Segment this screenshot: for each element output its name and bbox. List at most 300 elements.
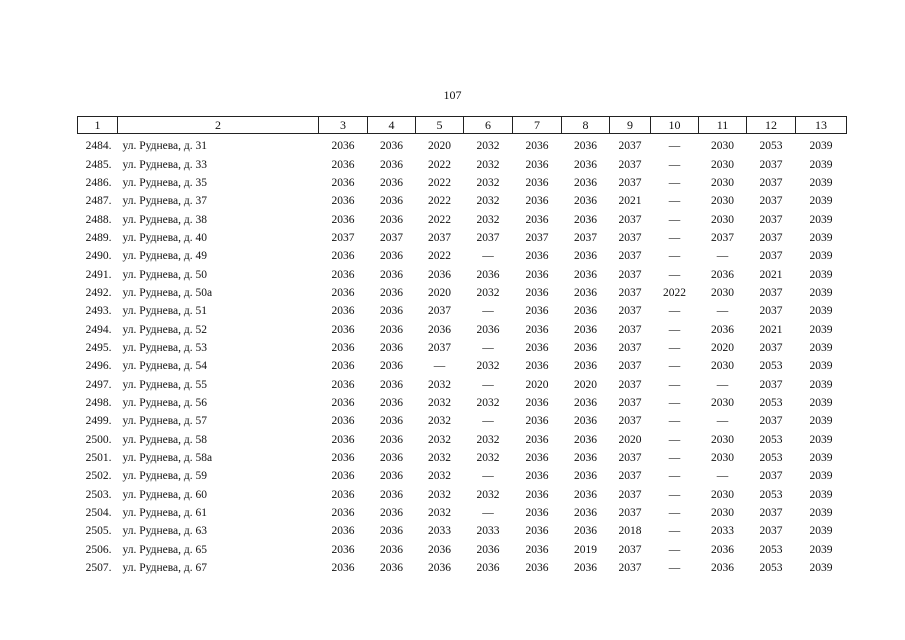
column-header: 12 xyxy=(747,117,796,134)
year-cell: 2032 xyxy=(428,433,451,446)
year-cell: 2037 xyxy=(759,213,783,226)
year-cell: 2037 xyxy=(759,195,783,208)
address-cell: ул. Руднева, д. 54 xyxy=(122,360,207,373)
row-number: 2504. xyxy=(85,507,112,520)
year-cell: — xyxy=(716,250,729,263)
address-cell: ул. Руднева, д. 63 xyxy=(122,525,207,538)
schedule-table xyxy=(77,116,847,577)
year-cell: — xyxy=(482,507,494,520)
year-cell: — xyxy=(668,323,681,336)
column-header: 6 xyxy=(464,117,513,134)
year-cell: 2036 xyxy=(380,140,403,153)
year-cell: 2036 xyxy=(574,360,597,373)
year-cell: — xyxy=(482,415,494,428)
address-cell: ул. Руднева, д. 33 xyxy=(122,158,207,171)
year-cell: 2036 xyxy=(574,396,597,409)
row-number: 2499. xyxy=(85,415,112,428)
year-cell: — xyxy=(668,213,681,226)
year-cell: 2032 xyxy=(428,507,451,520)
year-cell: 2036 xyxy=(331,433,355,446)
year-cell: — xyxy=(668,176,681,189)
year-cell: 2033 xyxy=(428,525,451,538)
year-cell: 2036 xyxy=(380,305,403,318)
year-cell: 2037 xyxy=(711,231,734,244)
year-cell: 2032 xyxy=(476,195,500,208)
year-cell: — xyxy=(668,543,681,556)
year-cell: 2036 xyxy=(574,158,597,171)
year-cell: 2036 xyxy=(380,341,403,354)
year-cell: 2036 xyxy=(331,378,355,391)
year-cell: 2037 xyxy=(759,470,783,483)
table-row xyxy=(78,302,847,320)
year-cell: 2039 xyxy=(809,507,833,520)
year-cell: 2036 xyxy=(525,525,549,538)
year-cell: — xyxy=(668,378,681,391)
year-cell: 2037 xyxy=(759,176,783,189)
row-number: 2505. xyxy=(85,525,112,538)
row-number: 2490. xyxy=(85,250,112,263)
year-cell: 2053 xyxy=(759,543,783,556)
year-cell: 2032 xyxy=(476,360,500,373)
year-cell: 2022 xyxy=(428,176,451,189)
year-cell: — xyxy=(716,378,729,391)
year-cell: — xyxy=(433,360,446,373)
year-cell: 2039 xyxy=(809,452,833,465)
table-row xyxy=(78,174,847,192)
year-cell: 2037 xyxy=(759,415,783,428)
year-cell: — xyxy=(482,378,494,391)
year-cell: 2036 xyxy=(331,396,355,409)
table-row xyxy=(78,394,847,412)
header-row xyxy=(78,117,847,134)
year-cell: 2039 xyxy=(809,250,833,263)
address-cell: ул. Руднева, д. 53 xyxy=(122,341,207,354)
year-cell: 2037 xyxy=(618,213,642,226)
row-number: 2488. xyxy=(85,213,112,226)
column-header: 7 xyxy=(513,117,562,134)
year-cell: 2036 xyxy=(331,415,355,428)
year-cell: 2036 xyxy=(574,213,597,226)
year-cell: 2039 xyxy=(809,195,833,208)
year-cell: — xyxy=(668,305,681,318)
year-cell: 2036 xyxy=(380,268,403,281)
row-number: 2492. xyxy=(85,286,112,299)
address-cell: ул. Руднева, д. 50а xyxy=(122,286,213,299)
year-cell: 2037 xyxy=(618,470,642,483)
year-cell: 2032 xyxy=(428,452,451,465)
year-cell: — xyxy=(668,195,681,208)
year-cell: 2036 xyxy=(380,323,403,336)
year-cell: 2022 xyxy=(428,195,451,208)
year-cell: 2036 xyxy=(525,360,549,373)
year-cell: 2053 xyxy=(759,396,783,409)
year-cell: 2036 xyxy=(525,341,549,354)
year-cell: 2037 xyxy=(618,396,642,409)
year-cell: 2022 xyxy=(428,158,451,171)
year-cell: 2037 xyxy=(618,543,642,556)
year-cell: 2032 xyxy=(476,213,500,226)
year-cell: 2036 xyxy=(331,268,355,281)
address-cell: ул. Руднева, д. 56 xyxy=(122,396,207,409)
year-cell: 2053 xyxy=(759,140,783,153)
year-cell: 2037 xyxy=(759,507,783,520)
year-cell: 2036 xyxy=(574,176,597,189)
year-cell: 2037 xyxy=(476,231,500,244)
column-header: 3 xyxy=(319,117,368,134)
year-cell: 2036 xyxy=(380,452,403,465)
year-cell: 2036 xyxy=(574,525,597,538)
year-cell: 2030 xyxy=(711,195,734,208)
year-cell: — xyxy=(716,415,729,428)
year-cell: 2032 xyxy=(476,286,500,299)
table-row xyxy=(78,412,847,430)
row-number: 2496. xyxy=(85,360,112,373)
table-row xyxy=(78,320,847,338)
year-cell: 2036 xyxy=(711,562,734,575)
year-cell: 2036 xyxy=(574,250,597,263)
address-cell: ул. Руднева, д. 58а xyxy=(122,452,213,465)
row-number: 2487. xyxy=(85,195,112,208)
year-cell: 2036 xyxy=(574,323,597,336)
year-cell: 2020 xyxy=(618,433,642,446)
year-cell: — xyxy=(716,470,729,483)
year-cell: 2037 xyxy=(428,341,451,354)
year-cell: 2036 xyxy=(331,341,355,354)
table-row xyxy=(78,192,847,210)
row-number: 2497. xyxy=(85,378,112,391)
year-cell: 2036 xyxy=(711,323,734,336)
year-cell: 2022 xyxy=(428,250,451,263)
year-cell: 2036 xyxy=(574,415,597,428)
year-cell: 2053 xyxy=(759,433,783,446)
year-cell: 2036 xyxy=(525,305,549,318)
year-cell: 2036 xyxy=(525,543,549,556)
year-cell: — xyxy=(668,415,681,428)
year-cell: 2036 xyxy=(525,470,549,483)
year-cell: 2036 xyxy=(476,562,500,575)
year-cell: 2036 xyxy=(380,213,403,226)
year-cell: 2021 xyxy=(759,268,783,281)
year-cell: 2036 xyxy=(574,488,597,501)
year-cell: 2037 xyxy=(618,562,642,575)
year-cell: 2053 xyxy=(759,452,783,465)
column-header: 13 xyxy=(796,117,847,134)
year-cell: 2037 xyxy=(618,360,642,373)
year-cell: 2037 xyxy=(574,231,597,244)
table-row xyxy=(78,541,847,559)
column-header: 5 xyxy=(416,117,464,134)
year-cell: — xyxy=(668,158,681,171)
year-cell: 2039 xyxy=(809,543,833,556)
year-cell: 2032 xyxy=(476,452,500,465)
row-number: 2485. xyxy=(85,158,112,171)
address-cell: ул. Руднева, д. 65 xyxy=(122,543,207,556)
year-cell: 2037 xyxy=(618,305,642,318)
table-row xyxy=(78,431,847,449)
year-cell: 2036 xyxy=(380,525,403,538)
year-cell: 2036 xyxy=(380,286,403,299)
year-cell: 2032 xyxy=(428,396,451,409)
year-cell: 2036 xyxy=(525,268,549,281)
year-cell: — xyxy=(668,140,681,153)
table-row xyxy=(78,522,847,540)
year-cell: 2036 xyxy=(331,195,355,208)
year-cell: 2032 xyxy=(476,433,500,446)
address-cell: ул. Руднева, д. 59 xyxy=(122,470,207,483)
year-cell: 2032 xyxy=(428,488,451,501)
year-cell: 2036 xyxy=(380,360,403,373)
year-cell: 2036 xyxy=(574,305,597,318)
year-cell: 2036 xyxy=(525,562,549,575)
year-cell: 2036 xyxy=(574,286,597,299)
year-cell: 2037 xyxy=(380,231,403,244)
year-cell: 2030 xyxy=(711,286,734,299)
year-cell: 2037 xyxy=(525,231,549,244)
year-cell: — xyxy=(482,305,494,318)
year-cell: — xyxy=(716,305,729,318)
year-cell: 2020 xyxy=(711,341,734,354)
year-cell: 2036 xyxy=(380,507,403,520)
column-header: 4 xyxy=(368,117,416,134)
year-cell: 2039 xyxy=(809,341,833,354)
row-number: 2507. xyxy=(85,562,112,575)
year-cell: 2036 xyxy=(331,507,355,520)
year-cell: 2036 xyxy=(380,543,403,556)
address-cell: ул. Руднева, д. 61 xyxy=(122,507,207,520)
year-cell: 2037 xyxy=(759,286,783,299)
year-cell: 2032 xyxy=(476,158,500,171)
year-cell: 2036 xyxy=(574,433,597,446)
year-cell: 2032 xyxy=(476,176,500,189)
row-number: 2500. xyxy=(85,433,112,446)
row-number: 2494. xyxy=(85,323,112,336)
year-cell: 2020 xyxy=(428,286,451,299)
year-cell: 2039 xyxy=(809,488,833,501)
year-cell: — xyxy=(668,507,681,520)
year-cell: 2032 xyxy=(428,415,451,428)
year-cell: 2037 xyxy=(759,231,783,244)
year-cell: 2036 xyxy=(476,268,500,281)
row-number: 2495. xyxy=(85,341,112,354)
table-row xyxy=(78,210,847,228)
year-cell: 2030 xyxy=(711,158,734,171)
year-cell: 2037 xyxy=(618,158,642,171)
year-cell: 2030 xyxy=(711,360,734,373)
year-cell: 2019 xyxy=(574,543,597,556)
table-row xyxy=(78,229,847,247)
year-cell: 2036 xyxy=(428,268,451,281)
year-cell: 2037 xyxy=(428,305,451,318)
year-cell: 2037 xyxy=(428,231,451,244)
year-cell: 2030 xyxy=(711,140,734,153)
year-cell: 2036 xyxy=(380,488,403,501)
year-cell: 2037 xyxy=(759,378,783,391)
year-cell: 2036 xyxy=(525,415,549,428)
year-cell: 2036 xyxy=(331,488,355,501)
table-row xyxy=(78,284,847,302)
year-cell: 2036 xyxy=(525,158,549,171)
address-cell: ул. Руднева, д. 50 xyxy=(122,268,207,281)
row-number: 2503. xyxy=(85,488,112,501)
year-cell: 2039 xyxy=(809,470,833,483)
year-cell: 2032 xyxy=(428,378,451,391)
year-cell: 2037 xyxy=(759,158,783,171)
year-cell: 2037 xyxy=(331,231,355,244)
year-cell: 2039 xyxy=(809,140,833,153)
address-cell: ул. Руднева, д. 49 xyxy=(122,250,207,263)
year-cell: 2020 xyxy=(574,378,597,391)
table-body xyxy=(78,134,847,578)
year-cell: 2036 xyxy=(476,323,500,336)
column-header: 10 xyxy=(651,117,699,134)
year-cell: 2036 xyxy=(380,396,403,409)
year-cell: 2053 xyxy=(759,488,783,501)
row-number: 2491. xyxy=(85,268,112,281)
year-cell: 2036 xyxy=(525,396,549,409)
year-cell: 2036 xyxy=(380,158,403,171)
row-number: 2498. xyxy=(85,396,112,409)
table-row xyxy=(78,467,847,485)
table-row xyxy=(78,134,847,156)
year-cell: 2036 xyxy=(380,176,403,189)
year-cell: 2053 xyxy=(759,562,783,575)
address-cell: ул. Руднева, д. 31 xyxy=(122,140,207,153)
year-cell: 2036 xyxy=(380,250,403,263)
year-cell: 2036 xyxy=(331,213,355,226)
year-cell: 2039 xyxy=(809,286,833,299)
column-header: 1 xyxy=(78,117,118,134)
year-cell: 2036 xyxy=(380,195,403,208)
address-cell: ул. Руднева, д. 35 xyxy=(122,176,207,189)
year-cell: 2032 xyxy=(476,488,500,501)
year-cell: 2036 xyxy=(331,543,355,556)
year-cell: 2036 xyxy=(331,286,355,299)
year-cell: — xyxy=(668,562,681,575)
year-cell: 2036 xyxy=(574,470,597,483)
year-cell: — xyxy=(668,250,681,263)
year-cell: 2039 xyxy=(809,415,833,428)
year-cell: 2037 xyxy=(618,140,642,153)
year-cell: 2039 xyxy=(809,268,833,281)
year-cell: 2036 xyxy=(380,562,403,575)
year-cell: 2036 xyxy=(428,562,451,575)
year-cell: 2036 xyxy=(525,213,549,226)
address-cell: ул. Руднева, д. 37 xyxy=(122,195,207,208)
year-cell: 2036 xyxy=(331,470,355,483)
year-cell: 2032 xyxy=(476,140,500,153)
table-row xyxy=(78,265,847,283)
table-row xyxy=(78,247,847,265)
column-header: 9 xyxy=(610,117,651,134)
address-cell: ул. Руднева, д. 55 xyxy=(122,378,207,391)
year-cell: 2039 xyxy=(809,305,833,318)
year-cell: 2039 xyxy=(809,525,833,538)
year-cell: 2039 xyxy=(809,213,833,226)
year-cell: 2036 xyxy=(574,195,597,208)
table-row xyxy=(78,486,847,504)
year-cell: 2037 xyxy=(618,250,642,263)
year-cell: 2022 xyxy=(428,213,451,226)
table-row xyxy=(78,339,847,357)
row-number: 2493. xyxy=(85,305,112,318)
year-cell: 2036 xyxy=(574,507,597,520)
year-cell: 2039 xyxy=(809,323,833,336)
year-cell: — xyxy=(668,470,681,483)
year-cell: 2036 xyxy=(331,250,355,263)
year-cell: 2036 xyxy=(574,452,597,465)
year-cell: 2037 xyxy=(759,525,783,538)
year-cell: 2021 xyxy=(759,323,783,336)
year-cell: 2036 xyxy=(380,470,403,483)
year-cell: 2032 xyxy=(476,396,500,409)
year-cell: 2033 xyxy=(476,525,500,538)
year-cell: 2036 xyxy=(525,433,549,446)
year-cell: 2036 xyxy=(331,323,355,336)
year-cell: 2030 xyxy=(711,452,734,465)
row-number: 2489. xyxy=(85,231,112,244)
year-cell: 2036 xyxy=(525,250,549,263)
year-cell: 2036 xyxy=(331,525,355,538)
year-cell: 2036 xyxy=(574,140,597,153)
year-cell: 2030 xyxy=(711,488,734,501)
column-header: 11 xyxy=(699,117,747,134)
row-number: 2502. xyxy=(85,470,112,483)
year-cell: 2036 xyxy=(711,268,734,281)
year-cell: 2037 xyxy=(618,268,642,281)
year-cell: 2036 xyxy=(428,543,451,556)
year-cell: — xyxy=(668,488,681,501)
year-cell: 2020 xyxy=(428,140,451,153)
year-cell: — xyxy=(482,470,494,483)
year-cell: 2053 xyxy=(759,360,783,373)
year-cell: 2037 xyxy=(618,378,642,391)
year-cell: 2022 xyxy=(663,286,686,299)
year-cell: — xyxy=(668,360,681,373)
address-cell: ул. Руднева, д. 40 xyxy=(122,231,207,244)
year-cell: 2037 xyxy=(618,507,642,520)
address-cell: ул. Руднева, д. 58 xyxy=(122,433,207,446)
year-cell: 2037 xyxy=(618,231,642,244)
table-row xyxy=(78,155,847,173)
year-cell: — xyxy=(482,250,494,263)
year-cell: 2020 xyxy=(525,378,549,391)
year-cell: 2036 xyxy=(476,543,500,556)
year-cell: 2036 xyxy=(574,562,597,575)
year-cell: 2030 xyxy=(711,433,734,446)
row-number: 2484. xyxy=(85,140,112,153)
year-cell: — xyxy=(668,452,681,465)
year-cell: 2037 xyxy=(618,452,642,465)
year-cell: — xyxy=(668,525,681,538)
year-cell: 2037 xyxy=(759,341,783,354)
year-cell: 2036 xyxy=(428,323,451,336)
year-cell: 2032 xyxy=(428,470,451,483)
year-cell: 2036 xyxy=(331,360,355,373)
year-cell: 2036 xyxy=(525,323,549,336)
year-cell: 2036 xyxy=(380,433,403,446)
year-cell: 2036 xyxy=(331,562,355,575)
row-number: 2506. xyxy=(85,543,112,556)
column-header: 2 xyxy=(118,117,319,134)
year-cell: 2036 xyxy=(331,305,355,318)
year-cell: 2030 xyxy=(711,176,734,189)
table-row xyxy=(78,559,847,577)
table-row xyxy=(78,504,847,522)
year-cell: 2039 xyxy=(809,158,833,171)
address-cell: ул. Руднева, д. 38 xyxy=(122,213,207,226)
year-cell: 2039 xyxy=(809,360,833,373)
year-cell: 2033 xyxy=(711,525,734,538)
